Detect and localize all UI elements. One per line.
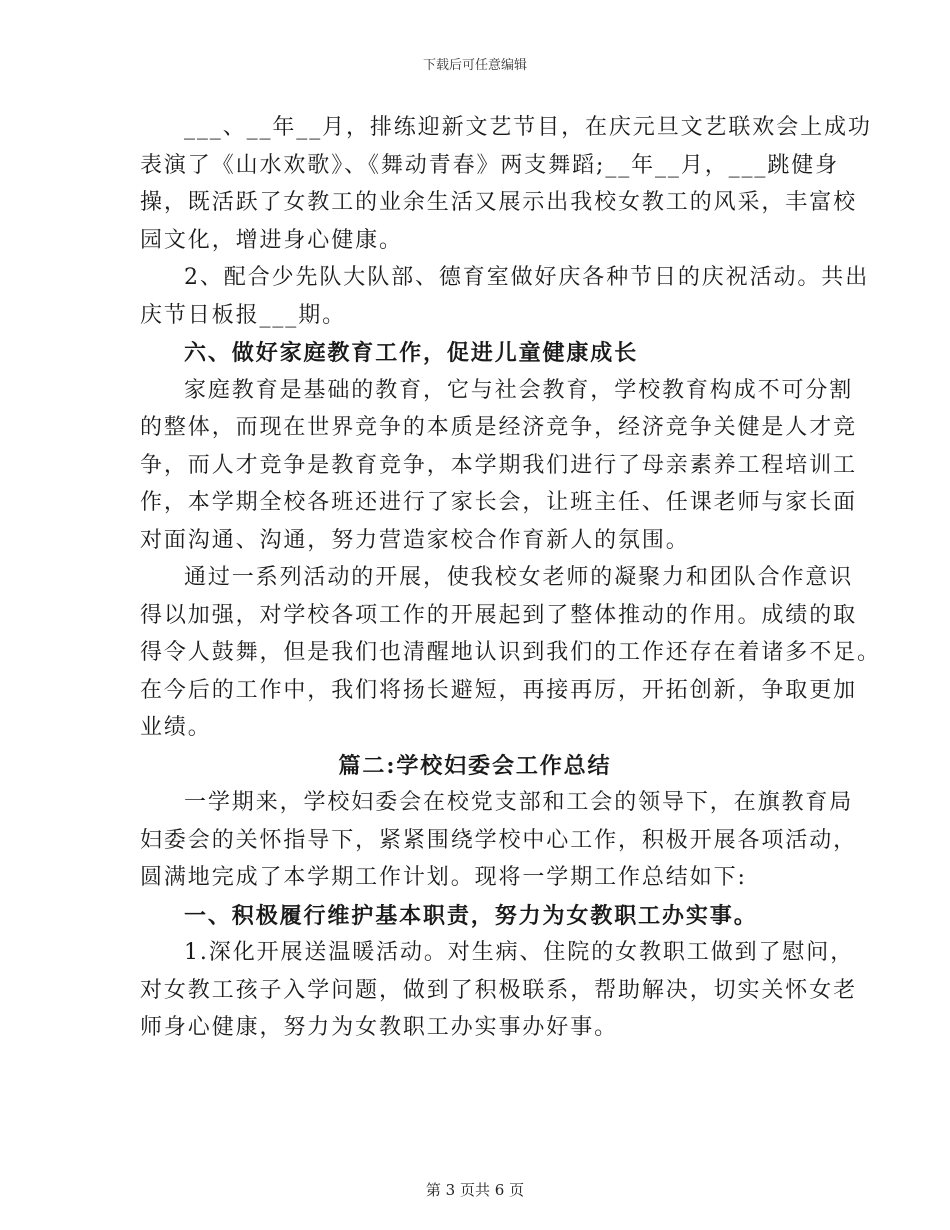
- text-line: ___、__年__月，排练迎新文艺节目，在庆元旦文艺联欢会上成功: [184, 115, 872, 140]
- text-line: 家庭教育是基础的教育，它与社会教育，学校教育构成不可分割: [184, 377, 854, 403]
- text-line: 一学期来，学校妇委会在校党支部和工会的领导下，在旗教育局: [184, 790, 854, 815]
- text-line: 对面沟通、沟通，努力营造家校合作育新人的氛围。: [140, 527, 690, 553]
- text-line: 园文化，增进身心健康。: [140, 227, 403, 253]
- document-body: [140, 112, 881, 1050]
- text-line: 的整体，而现在世界竞争的本质是经济竞争，经济竞争关健是人才竞: [140, 415, 858, 440]
- text-line: 争，而人才竞争是教育竞争，本学期我们进行了母亲素养工程培训工: [140, 452, 858, 478]
- text-line: 通过一系列活动的开展，使我校女老师的凝聚力和团队合作意识: [184, 565, 854, 590]
- text-line: 庆节日板报___期。: [140, 302, 347, 328]
- section-heading: 六、做好家庭教育工作，促进儿童健康成长: [184, 340, 639, 366]
- text-line: 2、配合少先队大队部、德育室做好庆各种节日的庆祝活动。共出: [184, 265, 870, 290]
- text-line: 得令人鼓舞，但是我们也清醒地认识到我们的工作还存在着诸多不足。: [140, 640, 881, 665]
- text-line: 1.深化开展送温暖活动。对生病、住院的女教职工做到了慰问，: [184, 940, 855, 965]
- text-line: 在今后的工作中，我们将扬长避短，再接再厉，开拓创新，争取更加: [140, 677, 858, 703]
- text-line: 得以加强，对学校各项工作的开展起到了整体推动的作用。成绩的取: [140, 602, 858, 628]
- text-line: 作，本学期全校各班还进行了家长会，让班主任、任课老师与家长面: [140, 490, 858, 515]
- text-line: 妇委会的关怀指导下，紧紧围绕学校中心工作，积极开展各项活动，: [140, 827, 858, 853]
- page-header: 下载后可任意编辑: [422, 58, 527, 73]
- page-footer: 第 3 页共 6 页: [425, 1181, 525, 1199]
- text-line: 操，既活跃了女教工的业余生活又展示出我校女教工的风采，丰富校: [140, 190, 858, 215]
- text-line: 对女教工孩子入学问题，做到了积极联系，帮助解决，切实关怀女老: [140, 977, 858, 1003]
- section-heading: 一、积极履行维护基本职责，努力为女教职工办实事。: [184, 902, 758, 929]
- text-line: 师身心健康，努力为女教职工办实事办好事。: [140, 1015, 619, 1040]
- text-line: 圆满地完成了本学期工作计划。现将一学期工作总结如下:: [140, 865, 747, 890]
- section-heading: 篇二:学校妇委会工作总结: [338, 752, 612, 779]
- text-line: 表演了《山水欢歌》、《舞动青春》两支舞蹈;__年__月，___跳健身: [140, 152, 840, 178]
- text-line: 业绩。: [140, 715, 212, 740]
